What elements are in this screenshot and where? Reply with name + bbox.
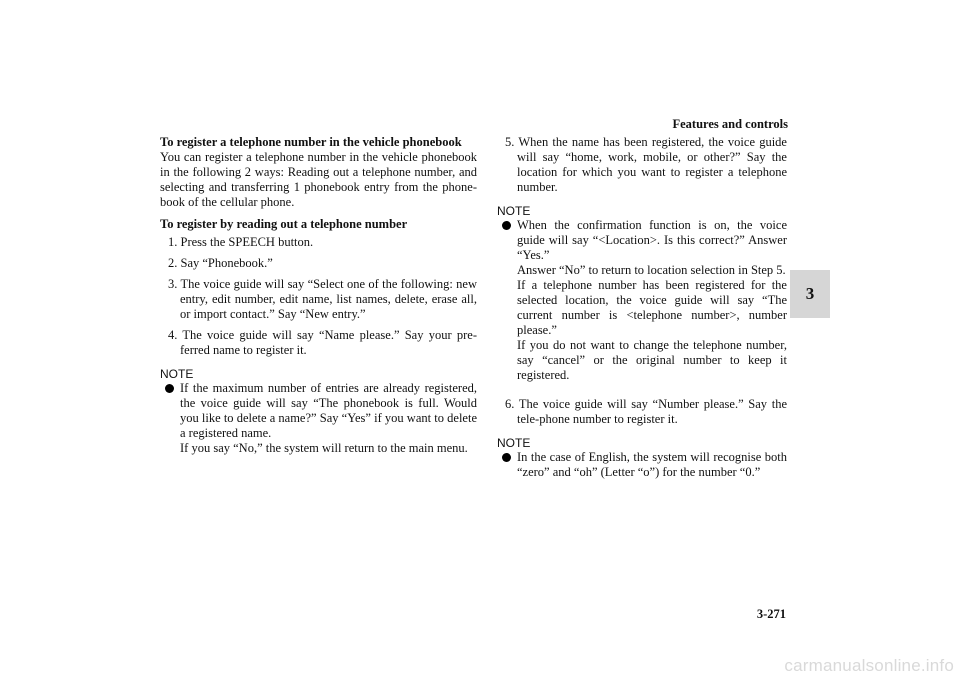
bullet-icon xyxy=(502,453,511,462)
step-2: 2. Say “Phonebook.” xyxy=(168,256,273,270)
step-3: 3. The voice guide will say “Select one of the following: new entry, edit number, edit name, list names, delete, erase all, or import contact.” Say “New entry.” xyxy=(168,277,477,321)
heading-vehicle-phonebook: To register a telephone number in the vehicle phonebook xyxy=(160,135,462,149)
section-title: Features and controls xyxy=(672,117,788,131)
note-label: NOTE xyxy=(497,204,531,218)
note-line: If you do not want to change the telephone number, say “cancel” or the original number to keep it registered. xyxy=(517,338,787,382)
step-1: 1. Press the SPEECH button. xyxy=(168,235,314,249)
note-item xyxy=(160,381,477,456)
bullet-icon xyxy=(165,384,174,393)
step-4: 4. The voice guide will say “Name please.” Say your pre-ferred name to register it. xyxy=(168,328,477,357)
intro-paragraph: You can register a telephone number in the vehicle phonebook in the following 2 ways: Reading out a telephone number, and selecting and transferring 1 phonebook entry from the phone-book of the cellular phone. xyxy=(160,150,477,209)
note-item xyxy=(497,450,787,480)
right-column xyxy=(497,135,787,480)
note-label: NOTE xyxy=(497,436,531,450)
bullet-icon xyxy=(502,221,511,230)
note-text: In the case of English, the system will recognise both “zero” and “oh” (Letter “o”) for the number “0.” xyxy=(517,450,787,479)
left-column xyxy=(160,135,477,456)
page-number: 3-271 xyxy=(756,607,786,621)
note-line: Answer “No” to return to location selection in Step 5. xyxy=(517,263,786,277)
note-line: If a telephone number has been registered for the selected location, the voice guide will say “The current number is <telephone number>, number please.” xyxy=(517,278,787,337)
note-line: When the confirmation function is on, the voice guide will say “<Location>. Is this correct?” Answer “Yes.” xyxy=(517,218,787,262)
step-6: 6. The voice guide will say “Number please.” Say the tele-phone number to register it. xyxy=(505,397,787,426)
watermark: carmanualsonline.info xyxy=(784,656,954,675)
heading-read-out: To register by reading out a telephone number xyxy=(160,217,408,231)
note-text: If the maximum number of entries are already registered, the voice guide will say “The phonebook is full. Would you like to delete a name?” Say “Yes” if you want to delete a registered name. xyxy=(180,381,477,440)
note-text: If you say “No,” the system will return to the main menu. xyxy=(180,441,468,455)
note-item xyxy=(497,218,787,383)
note-label: NOTE xyxy=(160,367,194,381)
chapter-tab: 3 xyxy=(790,270,830,318)
step-5: 5. When the name has been registered, the voice guide will say “home, work, mobile, or other?” Say the location for which you want to register a telephone number. xyxy=(505,135,787,194)
